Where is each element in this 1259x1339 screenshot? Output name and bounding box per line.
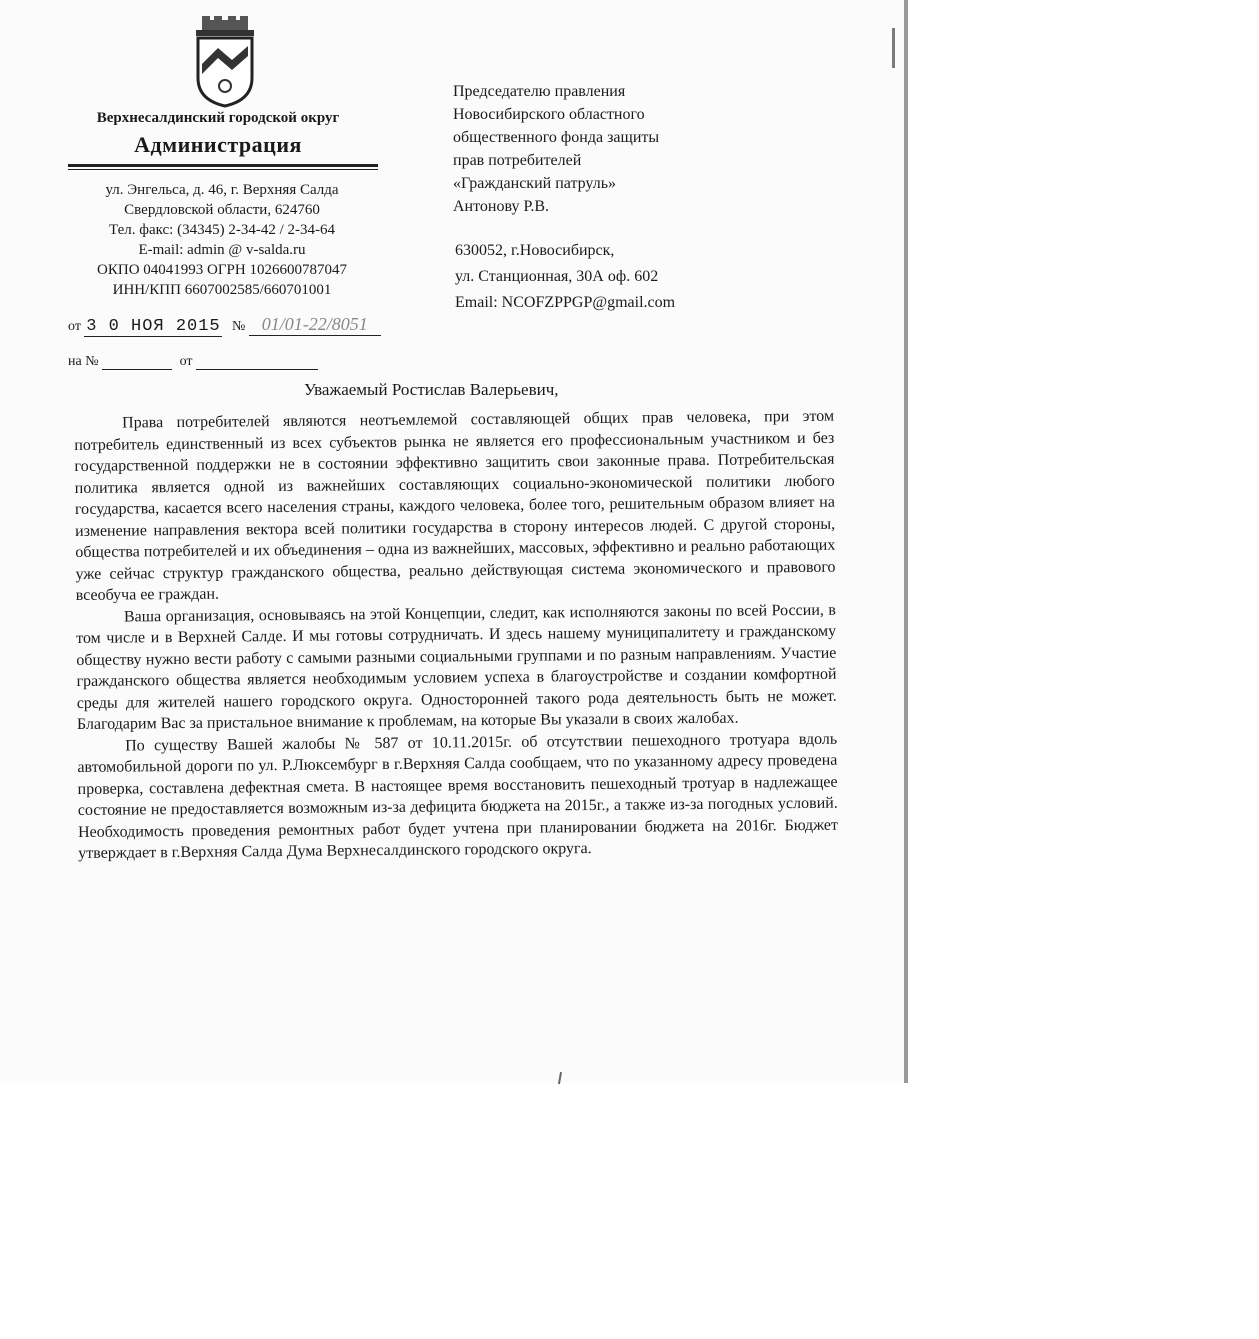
recipient-line: Антонову Р.В. (453, 198, 550, 215)
address-phone: Тел. факс: (34345) 2-34-42 / 2-34-64 (109, 222, 335, 238)
address-inn: ИНН/КПП 6607002585/660701001 (112, 282, 332, 298)
recipient-line: Председателю правления (453, 83, 626, 100)
registration-number: 01/01-22/8051 (261, 314, 368, 334)
paragraph: Права потребителей являются неотъемлемой составляющей общих прав человека, при этом потребитель единственный из всех субъектов рынка не является его профессиональным участником и без государственной поддержки не в состоянии эффективно защитить свои законные права. Потребительская политика является одной из важнейших составляющих социально-экономической политики любого государства, касается всего населения страны, каждого человека, более того, решительным образом влияет на изменение направления вектора всей политики государства в сторону интересов людей. С другой стороны, общества потребителей и их объединения – одна из важнейших, массовых, эффективно и реально работающих уже сейчас структур гражданского общества, реально действующая система экономического и правового всеобуча ее граждан. (74, 407, 836, 604)
org-name: Верхнесалдинский городской округ (96, 110, 340, 126)
recipient-address-line: ул. Станционная, 30А оф. 602 (455, 268, 659, 285)
date-stamp: 3 0 НОЯ 2015 (86, 317, 221, 336)
header-rule (68, 164, 378, 167)
ref-number-label: на № (68, 354, 99, 369)
recipient-line: «Гражданский патруль» (453, 175, 617, 192)
reference-line (68, 354, 318, 370)
ref-date-blank (196, 355, 318, 370)
administration-title: Администрация (134, 132, 302, 157)
recipient-address (455, 238, 775, 316)
ref-date-label: от (179, 354, 193, 369)
address-email: E-mail: admin @ v-salda.ru (138, 242, 306, 258)
paragraph: По существу Вашей жалобы № 587 от 10.11.2015г. об отсутствии пешеходного тротуара вдоль автомобильной дороги по ул. Р.Люксембург в г.Верхняя Салда сообщаем, что по указанному адресу проведена проверка, составлена дефектная смета. В настоящее время восстановить пешеходный тротуар в надлежащее состояние не предоставляется возможным из-за дефицита бюджета на 2015г., а также из-за погодных условий. Необходимость проведения ремонтных работ будет учтена при планировании бюджета на 2016г. Бюджет утверждает в г.Верхняя Салда Дума Верхнесалдинского городского округа. (77, 730, 839, 862)
recipient-line: Новосибирского областного (453, 106, 645, 123)
scan-artifact (892, 28, 895, 68)
scan-edge (904, 0, 908, 1083)
recipient-address-line: 630052, г.Новосибирск, (455, 242, 615, 259)
letter-body (74, 406, 838, 865)
header-rule-thin (68, 169, 378, 170)
recipient-block (453, 80, 773, 218)
recipient-line: общественного фонда защиты (453, 129, 660, 146)
ref-number-blank (102, 355, 172, 370)
date-label: от (68, 319, 81, 334)
address-region: Свердловской области, 624760 (124, 202, 320, 218)
number-label: № (231, 319, 246, 334)
recipient-line: прав потребителей (453, 152, 582, 169)
registration-line (68, 314, 381, 337)
coat-of-arms-icon (188, 16, 262, 108)
address-street: ул. Энгельса, д. 46, г. Верхняя Салда (105, 182, 339, 198)
greeting: Уважаемый Ростислав Валерьевич, (304, 380, 559, 399)
paragraph: Ваша организация, основываясь на этой Концепции, следит, как исполняются законы по всей России, в том числе и в Верхней Салде. И мы готовы сотрудничать. И здесь нашему муниципалитету и гражданскому обществу нужно вести работу с самыми разными социальными группами и по разным направлениям. Участие гражданского общества является необходимым условием успеха в благоустройстве и создании комфортной среды для жителей нашего городского округа. Односторонней такого рода деятельность быть не может. Благодарим Вас за пристальное внимание к проблемам, на которые Вы указали в своих жалобах. (76, 601, 837, 733)
address-okpo: ОКПО 04041993 ОГРН 1026600787047 (97, 262, 347, 278)
recipient-email: Email: NCOFZPPGP@gmail.com (455, 294, 676, 311)
